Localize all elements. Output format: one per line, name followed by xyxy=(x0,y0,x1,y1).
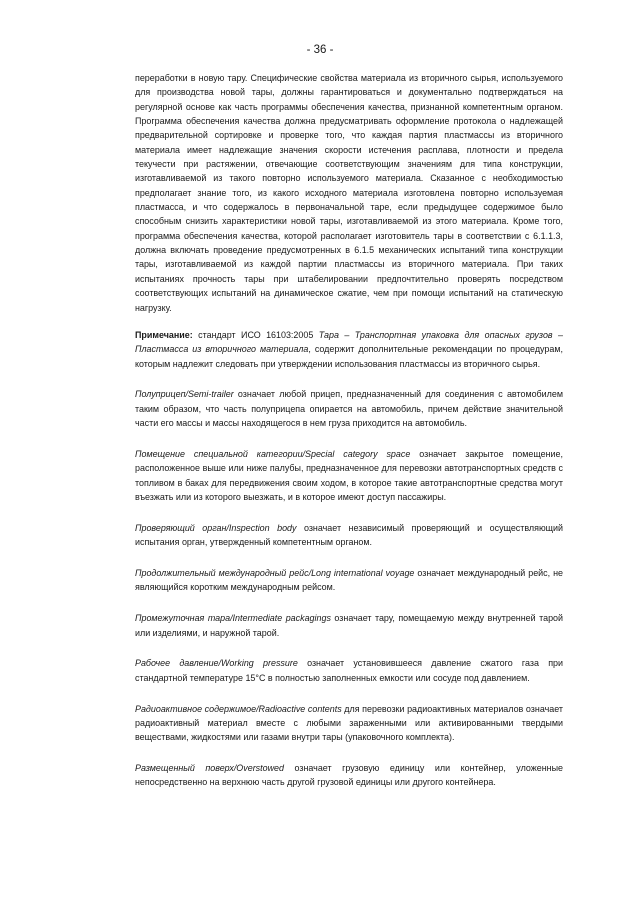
document-body xyxy=(135,71,563,806)
definition-text: означает независимый проверяющий и осуществляющий испытания орган, утвержденный компетентным органом. xyxy=(135,522,563,548)
definition-paragraph xyxy=(135,447,563,504)
note-text-2: , содержит дополнительные рекомендации по процедурам, которым надлежит следовать при утверждении использования пластмассы из вторичного сырья. xyxy=(135,344,563,369)
definition-paragraph xyxy=(135,611,563,640)
note-label: Примечание: xyxy=(135,329,193,340)
definition-paragraph xyxy=(135,387,563,430)
definition-term: Радиоактивное содержимое/Radioactive contents xyxy=(135,703,342,714)
definition-text: означает грузовую единицу или контейнер, уложенные непосредственно на верхнюю часть другой грузовой единицы или другого контейнера. xyxy=(135,763,563,788)
definition-term: Полуприцеп/Semi-trailer xyxy=(135,389,234,400)
note-text-1: стандарт ИСО 16103:2005 xyxy=(192,329,319,340)
definition-text: означает тару, помещаемую между внутренней тарой или изделиями, и наружной тарой. xyxy=(135,613,564,638)
definition-term: Продолжительный международный рейс/Long international voyage xyxy=(135,567,415,578)
definition-paragraph xyxy=(135,521,563,550)
definition-term: Рабочее давление/Working pressure xyxy=(135,658,298,669)
definition-paragraph xyxy=(135,656,563,685)
definition-term: Помещение специальной категории/Special category space xyxy=(135,448,411,459)
definition-paragraph xyxy=(135,566,563,595)
definition-text: означает любой прицеп, предназначенный для соединения с автомобилем таким образом, что часть полуприцепа опирается на автомобиль, причем действие значительной части его массы и массы находящегося в нем груза приходится на автомобиль. xyxy=(135,389,563,429)
definition-term: Проверяющий орган/Inspection body xyxy=(135,522,297,533)
definition-text: означает закрытое помещение, расположенное выше или ниже палубы, предназначенное для перевозки автотранспортных средств с топливом в баках для передвижения своим ходом, в которое такие автотранспортные средства могут въезжать или из которого выезжать, и в которое имеют доступ пассажиры. xyxy=(135,448,563,502)
note-standard-title: Тара – Транспортная упаковка для опасных грузов – Пластмасса из вторичного материала xyxy=(135,329,563,355)
continuation-paragraph: переработки в новую тару. Специфические свойства материала из вторичного сырья, используемого для производства новой тары, должны гарантироваться и документально подтверждаться на регулярной основе как часть программы обеспечения качества, признанной компетентным органом. Программа обеспечения качества должна предусматривать оформление протокола о надлежащей предварительной сортировке и проверке того, что каждая партия пластмассы из вторичного материала имеет надлежащие значения скорости истечения расплава, плотности и предела текучести при растяжении, отвечающие соответствующим значениям для типа конструкции, изготавливаемой из такого повторно используемого материала. Сказанное с необходимостью предполагает знание того, из какого исходного материала изготовлена повторно используемая пластмасса, и что содержалось в первоначальной таре, если предыдущее содержимое было способным снизить характеристики новой тары, изготавливаемой из этого материала. Кроме того, программа обеспечения качества, которой располагает изготовитель тары в соответствии с 6.1.1.3, должна включать проведение предусмотренных в 6.1.5 механических испытаний типа конструкции тары, изготавливаемой из каждой партии пластмассы из вторичного материала. При таких испытаниях прочность тары при штабелировании предпочтительно проверять посредством соответствующих испытаний на динамическое сжатие, чем при помощи испытаний на статическую нагрузку. xyxy=(135,73,563,313)
note-paragraph xyxy=(135,328,563,371)
definition-text: означает международный рейс, не являющийся коротким международным рейсом. xyxy=(135,567,563,593)
definition-term: Размещенный поверх/Overstowed xyxy=(135,763,284,774)
definition-text: для перевозки радиоактивных материалов означает радиоактивный материал вместе с любыми зараженными или активированными твердыми веществами, жидкостями или газами внутри тары (упаковочного комплекта). xyxy=(135,703,564,743)
page-number: - 36 - xyxy=(306,44,334,56)
definition-paragraph xyxy=(135,702,563,745)
definition-paragraph xyxy=(135,761,563,790)
definition-text: означает установившееся давление сжатого газа при стандартной температуре 15°C в полностью заполненных емкости или сосуде под давлением. xyxy=(135,658,563,683)
definition-term: Промежуточная тара/Intermediate packagings xyxy=(135,613,331,624)
